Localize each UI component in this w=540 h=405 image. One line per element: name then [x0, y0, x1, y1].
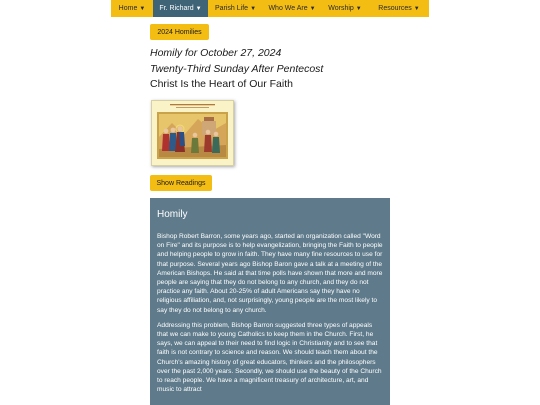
homily-heading: Homily — [157, 209, 188, 220]
homily-sunday-title: Twenty-Third Sunday After Pentecost — [150, 63, 324, 75]
nav-parish-life-caret-icon: ▼ — [250, 5, 257, 12]
caption-line-icon — [176, 107, 209, 108]
nav-fr-richard-caret-icon: ▼ — [195, 5, 202, 12]
gospel-icon-image — [151, 100, 234, 166]
nav-resources-caret-icon: ▼ — [413, 5, 420, 12]
nav-resources[interactable] — [369, 0, 429, 17]
nav-who-we-are-label: Who We Are — [268, 5, 308, 12]
nav-who-we-are[interactable] — [263, 0, 321, 17]
homilies-2024-button[interactable]: 2024 Homilies — [150, 24, 209, 40]
nav-worship-caret-icon: ▼ — [355, 5, 362, 12]
homily-date-title: Homily for October 27, 2024 — [150, 47, 282, 59]
show-readings-button[interactable]: Show Readings — [150, 175, 212, 191]
nav-who-we-are-caret-icon: ▼ — [309, 5, 316, 12]
nav-worship[interactable] — [321, 0, 369, 17]
healing-blind-man-icon — [152, 101, 233, 165]
nav-resources-label: Resources — [378, 5, 412, 12]
nav-home[interactable] — [111, 0, 153, 17]
homily-paragraph: Bishop Robert Barron, some years ago, started an organization called "Word on Fire" and its purpose is to help evangelization, bringing the Faith to people and helping people to grow in faith. They have many fine resources to use for that purpose. Several years ago Bishop Baron gave a talk at a meeting of the American Bishops. He said at that time polls have shown that more and more people are saying that they do not belong to any church, and they do not practice any faith. About 20-25% of adult Americans say they have no religious affiliation, and, not surprisingly, young people are the most likely to say they do not belong to any church. — [157, 233, 383, 314]
nav-home-label: Home — [118, 5, 138, 12]
nav-parish-life[interactable] — [208, 0, 263, 17]
homily-topic-title: Christ Is the Heart of Our Faith — [150, 78, 293, 90]
nav-fr-richard-label: Fr. Richard — [159, 5, 194, 12]
nav-home-caret-icon: ▼ — [139, 5, 146, 12]
nav-parish-life-label: Parish Life — [214, 5, 249, 12]
homily-paragraph: Addressing this problem, Bishop Barron suggested three types of appeals that we can make to young Catholics to keep them in the Church. First, he says, we can appeal to their need to find logic in Christianity and to see that faith is not contrary to science and reason. We should teach them about the Church's amazing history of great educators, thinkers and the philosophers over the past 2,000 years. Secondly, we should use the beauty of the Church to reach people. We have a magnificent treasury of architecture, art, and music to attract — [157, 321, 382, 394]
nav-worship-label: Worship — [328, 5, 354, 12]
main-nav — [111, 0, 429, 17]
caption-line-icon — [170, 104, 215, 105]
nav-fr-richard[interactable] — [153, 0, 208, 17]
homily-panel — [150, 198, 390, 405]
